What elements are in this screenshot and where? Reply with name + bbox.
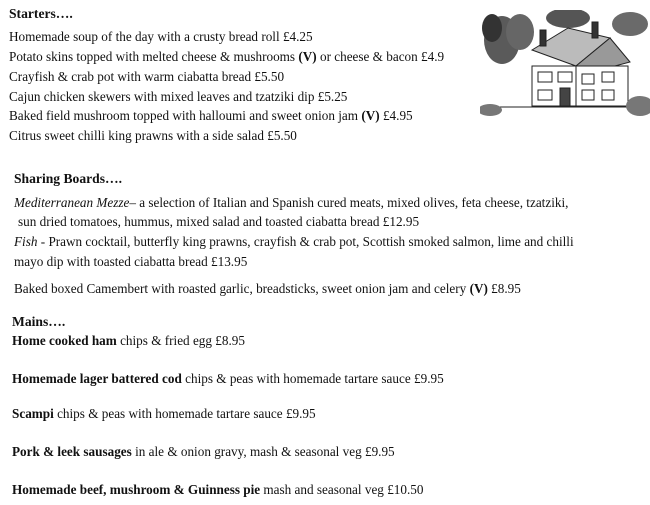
starters-heading: Starters….	[9, 6, 73, 21]
sharing-item-fish-cont: mayo dip with toasted ciabatta bread £13.95	[14, 254, 248, 269]
pub-drawing-icon	[480, 10, 650, 120]
vegetarian-mark: (V)	[298, 49, 317, 64]
mains-heading: Mains….	[12, 314, 66, 329]
main-item: Home cooked ham chips & fried egg £8.95	[12, 333, 245, 348]
main-item: Pork & leek sausages in ale & onion gravy, mash & seasonal veg £9.95	[12, 444, 395, 459]
sharing-item-fish: Fish - Prawn cocktail, butterfly king prawns, crayfish & crab pot, Scottish smoked salmon, lime and chilli	[14, 234, 574, 249]
sharing-item-mezze: Mediterranean Mezze– a selection of Italian and Spanish cured meats, mixed olives, feta cheese, tzatziki,	[14, 195, 569, 210]
vegetarian-mark: (V)	[469, 281, 488, 296]
starter-item: Potato skins topped with melted cheese & mushrooms (V) or cheese & bacon £4.9	[9, 49, 445, 64]
pub-illustration	[480, 10, 650, 120]
sharing-heading: Sharing Boards….	[14, 171, 123, 186]
starter-item: Baked field mushroom topped with halloumi and sweet onion jam (V) £4.95	[9, 108, 413, 123]
sharing-item-mezze-cont: sun dried tomatoes, hummus, mixed salad and toasted ciabatta bread £12.95	[18, 214, 420, 229]
vegetarian-mark: (V)	[361, 108, 380, 123]
main-item: Homemade beef, mushroom & Guinness pie mash and seasonal veg £10.50	[12, 482, 424, 497]
starter-item: Crayfish & crab pot with warm ciabatta bread £5.50	[9, 69, 285, 84]
starter-item: Cajun chicken skewers with mixed leaves and tzatziki dip £5.25	[9, 89, 348, 104]
starter-item: Homemade soup of the day with a crusty bread roll £4.25	[9, 29, 313, 44]
starter-item: Citrus sweet chilli king prawns with a side salad £5.50	[9, 128, 297, 143]
main-item: Homemade lager battered cod chips & peas with homemade tartare sauce £9.95	[12, 371, 444, 386]
main-item: Scampi chips & peas with homemade tartare sauce £9.95	[12, 406, 316, 421]
sharing-item-camembert: Baked boxed Camembert with roasted garlic, breadsticks, sweet onion jam and celery (V) £8.95	[14, 281, 521, 296]
